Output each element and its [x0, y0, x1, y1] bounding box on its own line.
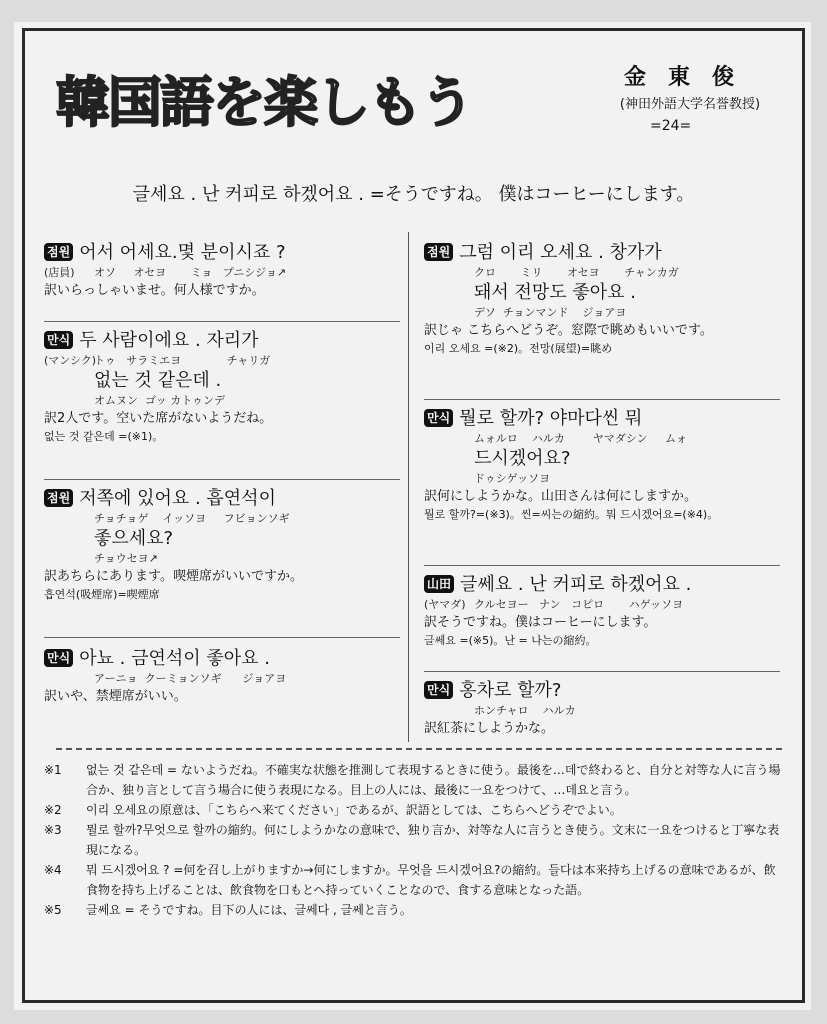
korean-text: 저쪽에 있어요 . 흡연석이 [79, 488, 276, 509]
japanese-translation: 訳紅茶にしようかな。 [424, 721, 555, 736]
footnote-mark: ※4 [44, 863, 62, 877]
notes-separator [56, 748, 782, 750]
katakana-reading: チョチョゲ イッソヨ フビョンソギ [94, 512, 290, 525]
katakana-reading: クロ ミリ オセヨ チャンカガ [474, 266, 679, 279]
block-divider [44, 479, 400, 480]
korean-text: 두 사람이에요 . 자리가 [79, 330, 259, 351]
reading-line [424, 305, 784, 321]
footnote-text: 없는 것 같은데 = ないようだね。不確実な状態を推測して表現するときに使う。最後を…데で終わると、自分と対等な人に言う場合か、独り言として言う場合に使う表現になる。目上の人には、最後に一요をつけて、…데요と言う。 [86, 763, 781, 797]
japanese-translation: 訳いや、禁煙席がいい。 [44, 689, 187, 704]
reading-line [424, 471, 784, 487]
author-block [590, 60, 790, 112]
korean-line [424, 241, 784, 265]
reading-line [424, 597, 784, 613]
dialogue-block [424, 573, 784, 649]
grammar-memo: 이리 오세요 =(※2)。전망(展望)=眺め [424, 342, 613, 355]
footnote-mark: ※2 [44, 803, 62, 817]
reading-line [44, 353, 404, 369]
speaker-reading: (店員) [44, 266, 75, 279]
block-divider [44, 321, 400, 322]
korean-text: 어서 어세요.몇 분이시죠 ? [79, 242, 286, 263]
katakana-reading: クルセヨー ナン コピロ ハゲッソヨ [474, 598, 684, 611]
footnote-mark: ※5 [44, 903, 62, 917]
speaker-badge: 山田 [424, 575, 454, 593]
page-title: 韓国語を楽しもう [56, 70, 472, 134]
speaker-reading: (ヤマダ) [424, 598, 466, 611]
footnote-text: 뭘로 할까?무엇으로 할까の縮約。何にしようかなの意味で、独り言か、対等な人に言うとき使う。文末に一요をつけると丁寧な表現になる。 [86, 823, 780, 857]
korean-line-continued: 드시겠어요? [474, 448, 571, 469]
grammar-memo: 흡연석(吸煙席)=喫煙席 [44, 588, 160, 601]
korean-line [44, 329, 404, 353]
reading-line [44, 511, 404, 527]
katakana-reading: ホンチャロ ハルカ [474, 704, 576, 717]
korean-line [424, 407, 784, 431]
speaker-badge: 만식 [44, 649, 73, 667]
japanese-translation: 訳そうですね。僕はコーヒーにします。 [424, 615, 657, 630]
korean-text: 아뇨 . 금연석이 좋아요 . [79, 648, 271, 669]
lesson-headline: 글세요 . 난 커피로 하겠어요 . =そうですね。 僕はコーヒーにします。 [132, 184, 695, 205]
footnote [44, 800, 784, 820]
katakana-reading: チョウセヨ↗ [94, 552, 158, 565]
japanese-translation: 訳じゃ こちらへどうぞ。窓際で眺めもいいです。 [424, 323, 713, 338]
dialogue-block [44, 241, 404, 300]
katakana-reading: オムヌン ゴッ カトゥンデ [94, 394, 225, 407]
author-name: 金東俊 [623, 64, 756, 90]
author-affiliation: (神田外語大学名誉教授) [619, 97, 761, 112]
dialogue-block [44, 647, 404, 706]
dialogue-block [44, 487, 404, 603]
katakana-reading: ドゥシゲッソヨ [474, 472, 551, 485]
reading-line [44, 393, 404, 409]
footnotes [44, 760, 784, 920]
reading-line [424, 431, 784, 447]
block-divider [424, 671, 780, 672]
katakana-reading: デソ チョンマンド ジョアヨ [474, 306, 627, 319]
block-divider [424, 565, 780, 566]
grammar-memo: 없는 것 같은데 =(※1)。 [44, 430, 164, 443]
korean-line [44, 241, 404, 265]
column-divider [408, 232, 409, 742]
korean-line [44, 487, 404, 511]
footnote-mark: ※3 [44, 823, 62, 837]
grammar-memo: 뭘로 할까?=(※3)。씬=씨는の縮約。뭐 드시겠어요=(※4)。 [424, 508, 719, 521]
block-divider [424, 399, 780, 400]
katakana-reading: オソ オセヨ ミョ プニシジョ↗ [94, 266, 287, 279]
japanese-translation: 訳何にしようかな。山田さんは何にしますか。 [424, 489, 698, 504]
japanese-translation: 訳あちらにあります。喫煙席がいいですか。 [44, 569, 303, 584]
reading-line [424, 703, 784, 719]
reading-line [44, 671, 404, 687]
katakana-reading: トゥ サラミエヨ チャリガ [94, 354, 271, 367]
block-divider [44, 637, 400, 638]
footnote-mark: ※1 [44, 763, 62, 777]
korean-text: 글쎄요 . 난 커피로 하겠어요 . [460, 574, 692, 595]
katakana-reading: アーニョ クーミョンソギ ジョアヨ [94, 672, 287, 685]
korean-text: 뭘로 할까? 야마다씬 뭐 [459, 408, 643, 429]
japanese-translation: 訳いらっしゃいませ。何人様ですか。 [44, 283, 265, 298]
footnote-text: 이리 오세요の原意は、「こちらへ来てください」であるが、訳語としては、こちらへどうぞでよい。 [86, 803, 622, 817]
footnote [44, 900, 784, 920]
footnote [44, 760, 784, 800]
dialogue-block [424, 241, 784, 357]
korean-text: 홍차로 할까? [459, 680, 562, 701]
footnote-text: 뭐 드시겠어요 ? =何を召し上がりますか→何にしますか。무엇을 드시겠어요?の縮約。들다は本来持ち上げるの意味であるが、飲食物を持ち上げることは、飲食物を口もとへ持っていくことなので、食する意味となった語。 [86, 863, 776, 897]
footnote-text: 글쎄요 = そうですね。目下の人には、글쎄다 , 글쎄と言う。 [86, 903, 412, 917]
grammar-memo: 글쎄요 =(※5)。난 = 나는の縮約。 [424, 634, 597, 647]
issue-number: =24= [650, 118, 692, 134]
korean-line [44, 647, 404, 671]
speaker-badge: 점원 [44, 243, 73, 261]
katakana-reading: ムォルロ ハルカ ヤマダシン ムォ [474, 432, 687, 445]
speaker-badge: 만식 [44, 331, 73, 349]
dialogue-block [424, 407, 784, 523]
speaker-badge: 만식 [424, 681, 453, 699]
korean-line [424, 573, 784, 597]
korean-line [424, 679, 784, 703]
speaker-badge: 점원 [44, 489, 73, 507]
speaker-badge: 점원 [424, 243, 453, 261]
japanese-translation: 訳2人です。空いた席がないようだね。 [44, 411, 273, 426]
korean-text: 그럼 이리 오세요 . 창가가 [459, 242, 662, 263]
korean-line-continued: 없는 것 같은데 . [94, 370, 222, 391]
speaker-reading: (マンシク) [44, 354, 97, 367]
reading-line [44, 265, 404, 281]
footnote [44, 860, 784, 900]
korean-line-continued: 좋으세요? [94, 528, 174, 549]
reading-line [424, 265, 784, 281]
speaker-badge: 만식 [424, 409, 453, 427]
footnote [44, 820, 784, 860]
reading-line [44, 551, 404, 567]
dialogue-block [44, 329, 404, 445]
korean-line-continued: 돼서 전망도 좋아요 . [474, 282, 636, 303]
dialogue-block [424, 679, 784, 738]
